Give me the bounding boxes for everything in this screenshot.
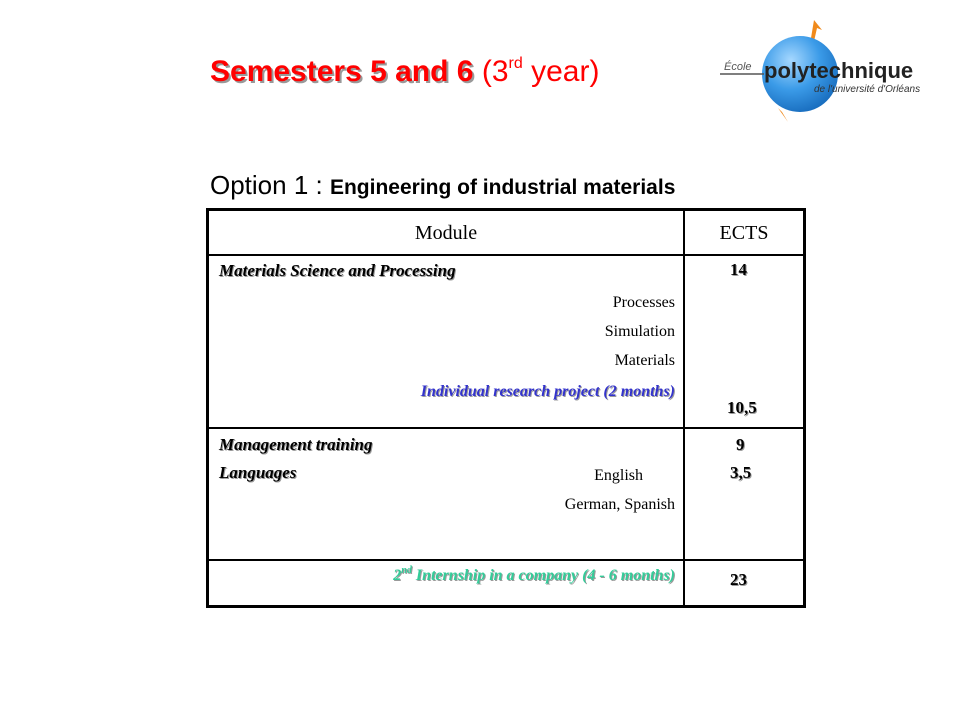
- logo-name: polytechnique: [764, 58, 914, 83]
- module-languages: Languages: [219, 463, 297, 482]
- internship: [393, 567, 675, 585]
- module-materials-science: Materials Science and Processing: [219, 261, 456, 280]
- module-management-training: Management training: [219, 435, 373, 454]
- ects-materials: 14: [730, 260, 747, 279]
- internship-text: Internship in a company (4 - 6 months): [411, 567, 675, 584]
- polytech-logo: [718, 16, 958, 126]
- modules-table: [206, 208, 806, 608]
- language-german-spanish: German, Spanish: [564, 496, 675, 513]
- page-title: [210, 52, 599, 92]
- subitem-processes: Processes: [612, 294, 675, 311]
- option-heading: [210, 170, 675, 201]
- logo-flame-bottom: [778, 108, 788, 122]
- option-number: Option 1 :: [210, 170, 330, 200]
- title-year-number: (3: [481, 55, 509, 88]
- ects-internship: 23: [730, 570, 747, 589]
- subitem-materials: Materials: [614, 352, 675, 369]
- header-module: Module: [414, 222, 478, 244]
- row-management-module: [209, 429, 683, 559]
- ects-project: 10,5: [727, 398, 757, 417]
- research-project: Individual research project (2 months): [420, 383, 675, 400]
- logo-tagline: de l'université d'Orléans: [814, 84, 921, 95]
- language-english: English: [594, 467, 643, 484]
- title-year-suffix: rd: [508, 55, 523, 72]
- subitem-simulation: Simulation: [604, 323, 675, 340]
- internship-suffix: nd: [401, 565, 412, 576]
- row-materials-module: [209, 256, 683, 427]
- title-main: Semesters 5 and 6: [210, 55, 474, 88]
- title-year: [482, 55, 600, 88]
- row-internship-module: [209, 561, 683, 605]
- logo-prefix: École: [724, 61, 752, 73]
- internship-number: 2: [393, 567, 402, 584]
- option-name: Engineering of industrial materials: [329, 176, 676, 199]
- logo-graphic: [718, 16, 958, 126]
- ects-languages: 3,5: [730, 463, 752, 482]
- title-year-word: year): [522, 55, 600, 88]
- row-internship-ects: [685, 561, 803, 605]
- ects-management: 9: [736, 435, 745, 454]
- row-materials-ects: [685, 256, 803, 427]
- row-management-ects: [685, 429, 803, 559]
- header-ects: ECTS: [719, 222, 769, 244]
